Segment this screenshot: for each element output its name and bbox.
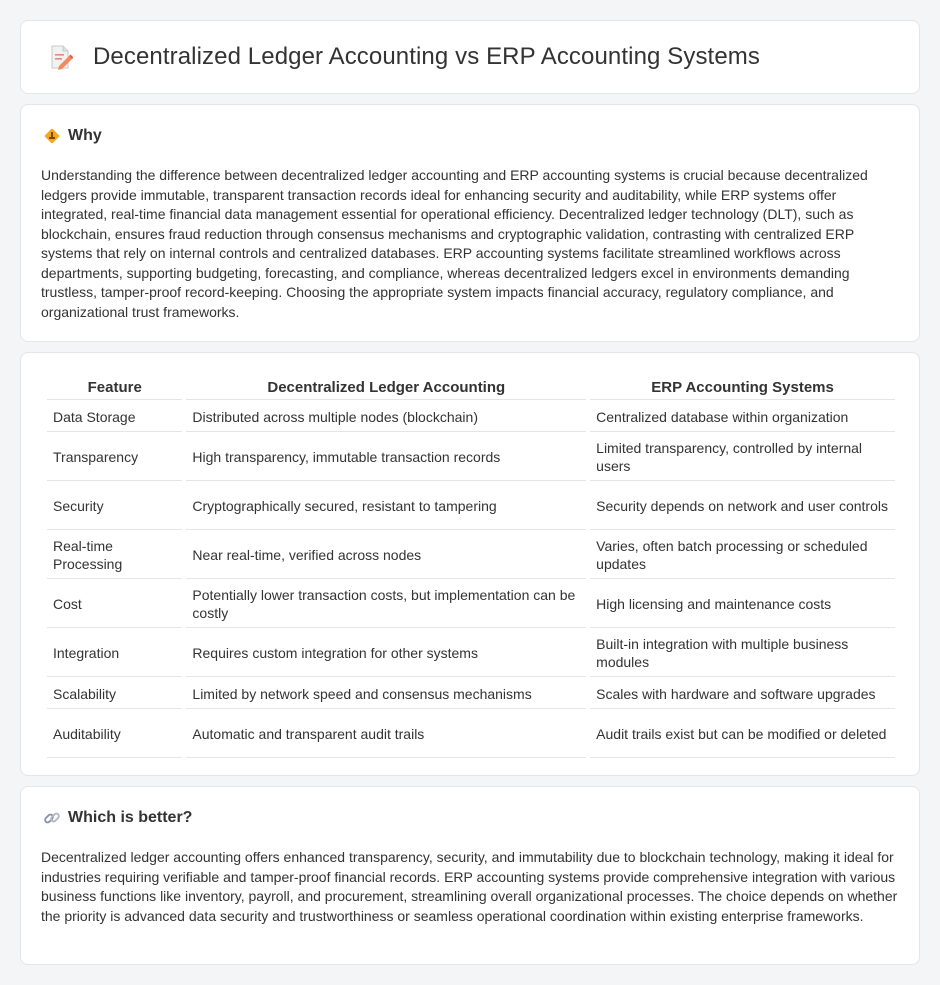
table-row	[47, 630, 895, 677]
table-row	[47, 483, 895, 530]
feature-cell: Integration	[47, 630, 182, 677]
erp-cell: Built-in integration with multiple business modules	[590, 630, 895, 677]
erp-cell: High licensing and maintenance costs	[590, 581, 895, 628]
which-better-title: Which is better?	[68, 809, 193, 826]
why-text: Understanding the difference between decentralized ledger accounting and ERP accounting systems is crucial because decentralized ledgers provide immutable, transparent transaction records ideal for enhancing security and auditability, while ERP systems offer integrated, real-time financial data management essential for operational efficiency. Decentralized ledger technology (DLT), such as blockchain, ensures fraud reduction through consensus mechanisms and cryptographic validation, contrasting with centralized ERP systems that rely on internal controls and centralized databases. ERP accounting systems facilitate streamlined workflows across departments, supporting budgeting, forecasting, and compliance, whereas decentralized ledgers excel in environments demanding trustless, tamper-proof record-keeping. Choosing the appropriate system impacts financial accuracy, regulatory compliance, and organizational trust frameworks.	[41, 167, 868, 320]
feature-cell: Transparency	[47, 434, 182, 481]
header-feature: Feature	[47, 377, 182, 400]
which-better-text: Decentralized ledger accounting offers enhanced transparency, security, and immutability due to blockchain technology, making it ideal for industries requiring verifiable and tamper-proof financial records. ERP accounting systems provide comprehensive integration with various business functions like inventory, payroll, and procurement, streamlining overall organizational processes. The choice depends on whether the priority is advanced data security and trustworthiness or seamless operational coordination within existing enterprise frameworks.	[41, 849, 898, 924]
table-row	[47, 434, 895, 481]
feature-cell: Auditability	[47, 711, 182, 758]
dlt-cell: Automatic and transparent audit trails	[186, 711, 586, 758]
dlt-cell: Cryptographically secured, resistant to tampering	[186, 483, 586, 530]
erp-cell: Audit trails exist but can be modified or deleted	[590, 711, 895, 758]
which-better-section	[20, 786, 920, 965]
header-dlt: Decentralized Ledger Accounting	[186, 377, 586, 400]
feature-cell: Security	[47, 483, 182, 530]
erp-cell: Scales with hardware and software upgrades	[590, 679, 895, 709]
dlt-cell: Potentially lower transaction costs, but implementation can be costly	[186, 581, 586, 628]
table-header-row	[47, 377, 895, 400]
comparison-section	[20, 352, 920, 776]
table-row	[47, 711, 895, 758]
feature-cell: Cost	[47, 581, 182, 628]
erp-cell: Varies, often batch processing or scheduled updates	[590, 532, 895, 579]
dlt-cell: Near real-time, verified across nodes	[186, 532, 586, 579]
dlt-cell: High transparency, immutable transaction records	[186, 434, 586, 481]
erp-cell: Limited transparency, controlled by internal users	[590, 434, 895, 481]
link-icon	[43, 809, 61, 827]
page-title: Decentralized Ledger Accounting vs ERP Accounting Systems	[93, 43, 760, 70]
table-row	[47, 532, 895, 579]
title-card	[20, 20, 920, 94]
dlt-cell: Limited by network speed and consensus mechanisms	[186, 679, 586, 709]
erp-cell: Security depends on network and user controls	[590, 483, 895, 530]
table-row	[47, 402, 895, 432]
comparison-table	[43, 375, 899, 760]
feature-cell: Real-time Processing	[47, 532, 182, 579]
table-row	[47, 581, 895, 628]
why-title: Why	[68, 127, 102, 144]
document-pen-icon	[47, 44, 73, 70]
feature-cell: Data Storage	[47, 402, 182, 432]
dlt-cell: Requires custom integration for other systems	[186, 630, 586, 677]
erp-cell: Centralized database within organization	[590, 402, 895, 432]
dlt-cell: Distributed across multiple nodes (blockchain)	[186, 402, 586, 432]
feature-cell: Scalability	[47, 679, 182, 709]
why-section	[20, 104, 920, 342]
table-row	[47, 679, 895, 709]
header-erp: ERP Accounting Systems	[590, 377, 895, 400]
diamond-sign-icon	[43, 127, 61, 145]
